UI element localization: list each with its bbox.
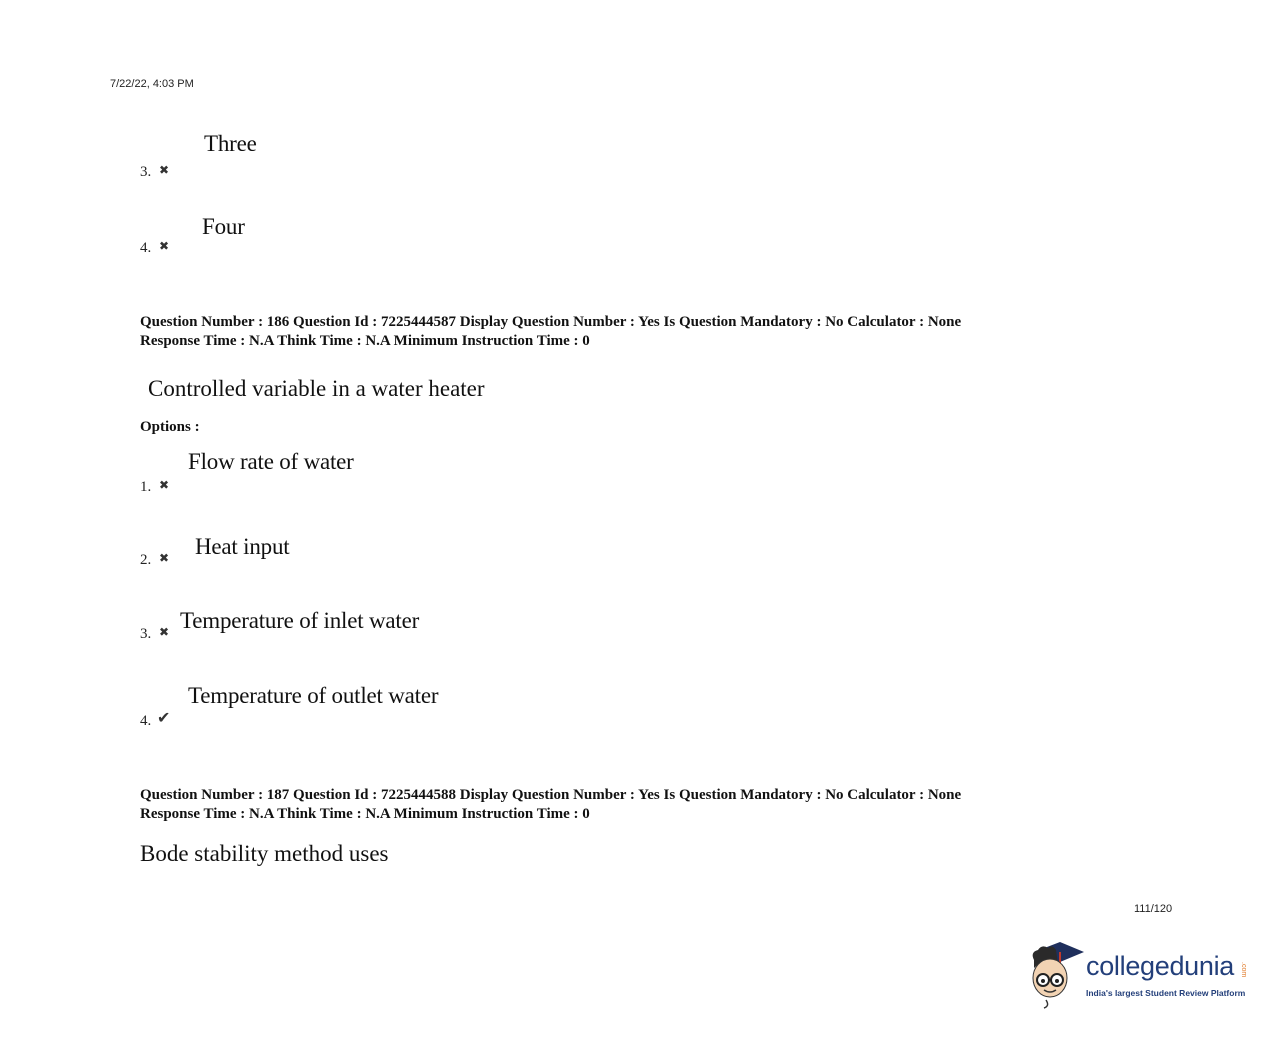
- question-meta: [140, 786, 961, 824]
- option-text: Four: [202, 214, 245, 239]
- cross-icon: ✖: [159, 163, 170, 177]
- question-meta-line: Response Time : N.A Think Time : N.A Minimum Instruction Time : 0: [140, 333, 590, 349]
- option-number: 3.: [140, 164, 152, 180]
- option-text: Temperature of inlet water: [180, 608, 420, 633]
- option-text: Flow rate of water: [188, 449, 354, 474]
- question-meta-line: Response Time : N.A Think Time : N.A Minimum Instruction Time : 0: [140, 806, 590, 822]
- logo-mascot-icon: [1024, 938, 1086, 1010]
- check-icon: ✔: [157, 710, 171, 727]
- question-text: Bode stability method uses: [140, 841, 389, 866]
- option-number: 1.: [140, 479, 152, 495]
- option-number: 3.: [140, 626, 152, 642]
- cross-icon: ✖: [159, 239, 170, 253]
- logo-dotcom: .com: [1240, 962, 1247, 978]
- options-label: Options :: [140, 419, 200, 435]
- option-text: Three: [204, 131, 257, 156]
- cross-icon: ✖: [159, 478, 170, 492]
- print-timestamp: 7/22/22, 4:03 PM: [110, 78, 194, 90]
- option-text: Temperature of outlet water: [188, 683, 439, 708]
- question-text: Controlled variable in a water heater: [148, 376, 485, 401]
- question-meta: [140, 313, 961, 351]
- option-number: 4.: [140, 240, 152, 256]
- option-number: 2.: [140, 552, 152, 568]
- cross-icon: ✖: [159, 625, 170, 639]
- logo-tagline: India's largest Student Review Platform: [1086, 988, 1246, 998]
- question-meta-line: Question Number : 186 Question Id : 7225444587 Display Question Number : Yes Is Question Mandatory : No Calculator : None: [140, 314, 962, 330]
- option-number: 4.: [140, 713, 152, 729]
- option-text: Heat input: [195, 534, 290, 559]
- logo-wordmark: collegedunia: [1086, 951, 1235, 981]
- question-meta-line: Question Number : 187 Question Id : 7225444588 Display Question Number : Yes Is Question Mandatory : No Calculator : None: [140, 787, 962, 803]
- cross-icon: ✖: [159, 551, 170, 565]
- page-number: 111/120: [1134, 903, 1173, 915]
